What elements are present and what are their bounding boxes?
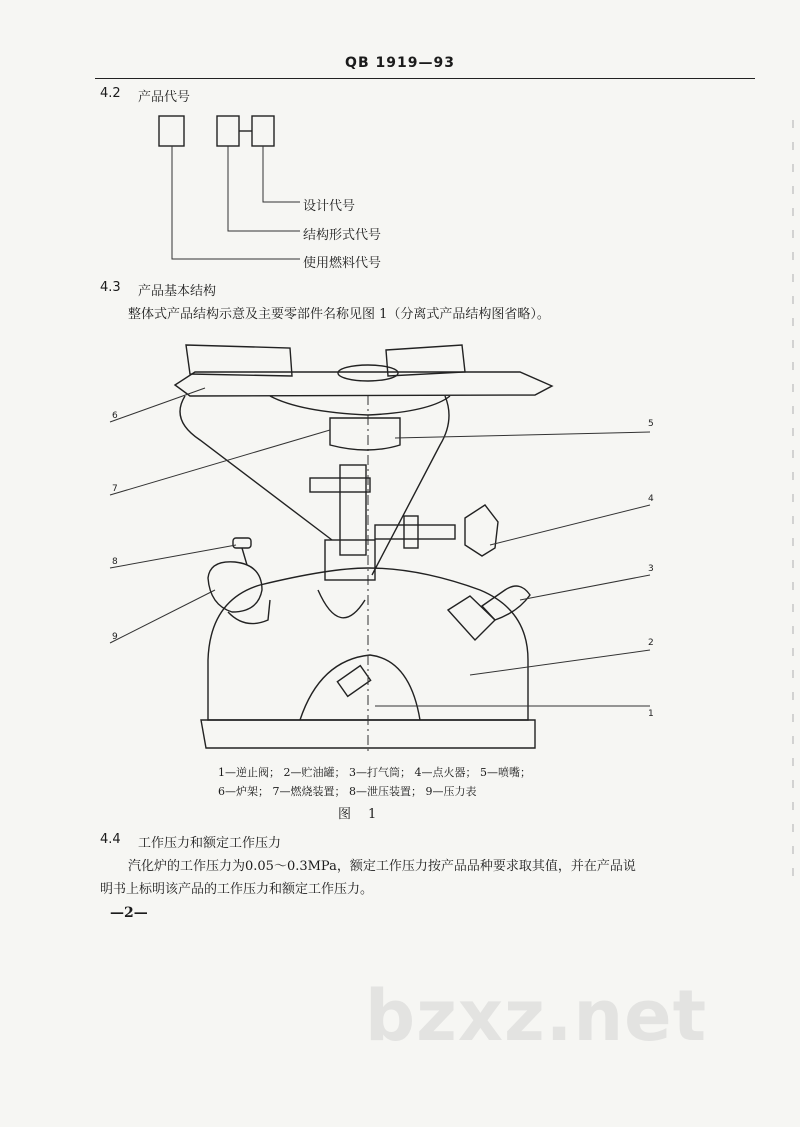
figure-caption-line-2: 6—炉架； 7—燃烧装置； 8—泄压装置； 9—压力表 [218, 785, 477, 798]
leader-3 [520, 575, 650, 600]
burner-cup [330, 418, 400, 450]
callout-6: 6 [112, 411, 118, 421]
leader-9 [110, 590, 215, 643]
callout-2: 2 [648, 638, 654, 648]
code-label-structure: 结构形式代号 [303, 228, 382, 243]
callout-leaders [110, 388, 650, 706]
leader-5 [395, 432, 650, 438]
figure-label: 图 1 [338, 807, 379, 822]
burner-plate [175, 372, 552, 396]
callout-8: 8 [112, 557, 118, 567]
leader-4 [490, 505, 650, 545]
section-4-4-line-2: 明书上标明该产品的工作压力和额定工作压力。 [100, 882, 374, 897]
igniter-knob [465, 505, 498, 556]
section-4-3-title: 产品基本结构 [138, 284, 217, 299]
callout-9: 9 [112, 632, 118, 642]
callout-7: 7 [112, 484, 118, 494]
figure-caption-line-1: 1—逆止阀； 2—贮油罐； 3—打气筒； 4—点火器； 5—喷嘴； [218, 766, 531, 779]
igniter-nut [404, 516, 418, 548]
scan-edge-artifact [792, 120, 794, 880]
section-4-4-number: 4.4 [100, 832, 121, 847]
callout-numbers [112, 411, 654, 719]
site-watermark: bzxz.net [365, 975, 708, 1057]
callout-4: 4 [648, 494, 654, 504]
check-valve [337, 666, 370, 697]
leader-6 [110, 388, 205, 422]
callout-3: 3 [648, 564, 654, 574]
callout-5: 5 [648, 419, 654, 429]
burner-cap [338, 365, 398, 381]
page-number: —2— [110, 905, 148, 921]
igniter-rod [375, 525, 455, 539]
section-4-3-body: 整体式产品结构示意及主要零部件名称见图 1（分离式产品结构图省略）。 [128, 307, 550, 322]
code-label-fuel: 使用燃料代号 [303, 256, 382, 271]
relief-valve [233, 538, 251, 548]
section-4-2-number: 4.2 [100, 86, 121, 101]
relief-stem [242, 548, 247, 565]
valve-dome [318, 590, 365, 618]
leader-2 [470, 650, 650, 675]
section-4-4-line-1: 汽化炉的工作压力为0.05～0.3MPa，额定工作压力按产品品种要求取其值，并在产品说 [128, 859, 636, 874]
callout-1: 1 [648, 709, 654, 719]
section-4-2-title: 产品代号 [138, 90, 191, 105]
frame-bowl [270, 396, 450, 415]
standard-code-header: QB 1919—93 [345, 55, 455, 71]
code-label-design: 设计代号 [303, 199, 356, 214]
section-4-4-title: 工作压力和额定工作压力 [138, 836, 282, 851]
section-4-3-number: 4.3 [100, 280, 121, 295]
leader-7 [110, 430, 330, 495]
